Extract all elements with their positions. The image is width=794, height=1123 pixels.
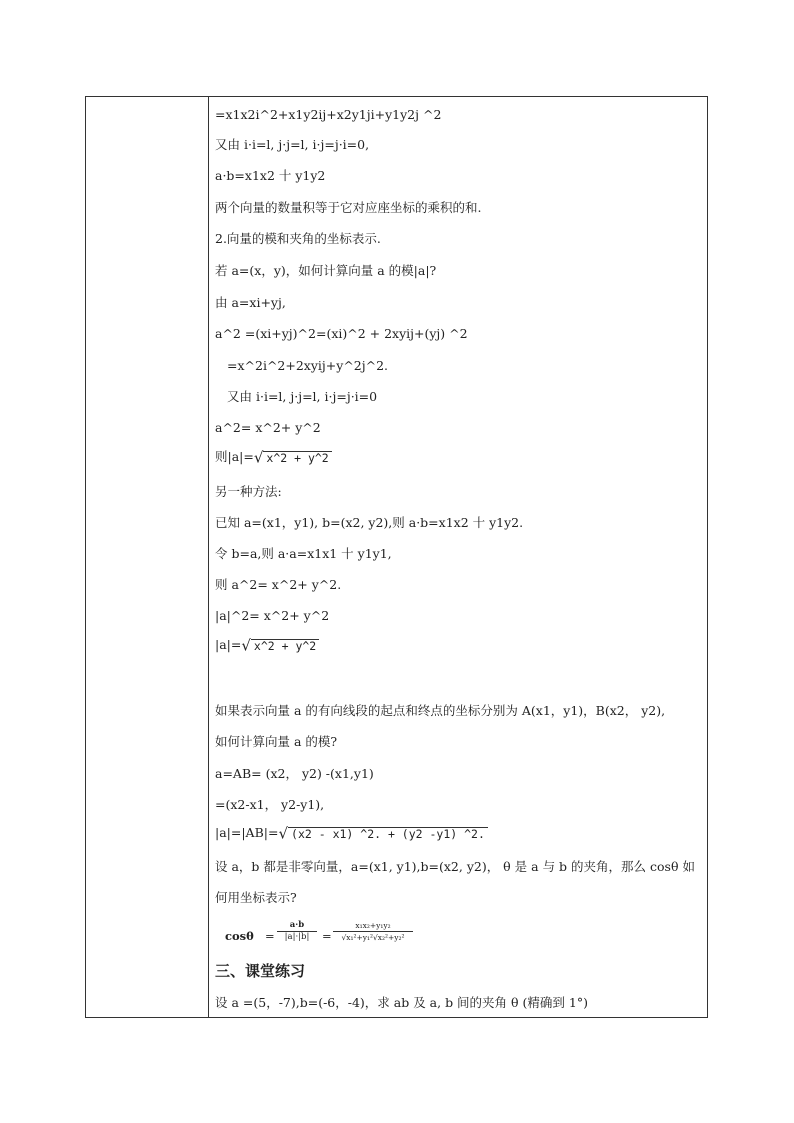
- text-line: a^2= x^2+ y^2: [215, 420, 321, 435]
- sqrt-line: [215, 637, 319, 654]
- radicand: x^2 + y^2: [263, 451, 331, 465]
- radical-sign: √: [241, 636, 251, 655]
- section-heading: 三、课堂练习: [215, 962, 306, 980]
- text-line: =x1x2i^2+x1y2ij+x2y1ji+y1y2j ^2: [215, 107, 442, 122]
- text-line: a^2 =(xi+yj)^2=(xi)^2 + 2xyij+(yj) ^2: [215, 326, 468, 341]
- formula-eq: =: [265, 929, 275, 943]
- text-line: 又由 i·i=l, j·j=l, i·j=j·i=0: [227, 389, 378, 404]
- text-line: 设 a，b 都是非零向量，a=(x1, y1),b=(x2, y2)， θ 是 a 与 b 的夹角，那么 cosθ 如: [215, 859, 695, 874]
- radicand: (x2 - x1) ^2. + (y2 -y1) ^2.: [288, 827, 488, 841]
- text-line: a=AB= (x2， y2) -(x1,y1): [215, 766, 374, 781]
- fraction-1-numerator: a·b: [289, 920, 305, 930]
- lesson-table: [85, 96, 708, 1018]
- text-line: |a|^2= x^2+ y^2: [215, 608, 330, 623]
- text-line: a·b=x1x2 十 y1y2: [215, 168, 326, 183]
- text-line: 由 a=xi+yj,: [215, 295, 286, 310]
- sqrt-line: [215, 825, 488, 842]
- column-divider: [208, 97, 209, 1017]
- text-line: =x^2i^2+2xyij+y^2j^2.: [227, 358, 389, 373]
- formula-eq: =: [322, 929, 332, 943]
- text-line: 则 a^2= x^2+ y^2.: [215, 577, 342, 592]
- fraction-2: [333, 920, 413, 943]
- sqrt-prefix: 则|a|=: [215, 449, 254, 464]
- fraction-1: [277, 920, 317, 943]
- radicand: x^2 + y^2: [251, 639, 319, 653]
- radical-sign: √: [253, 448, 264, 467]
- fraction-2-denominator: √x₁²+y₁²√x₂²+y₂²: [341, 933, 405, 942]
- text-line: 2.向量的模和夹角的坐标表示.: [215, 231, 381, 246]
- radical-sign: √: [278, 824, 289, 843]
- text-line: 令 b=a,则 a·a=x1x1 十 y1y1,: [215, 546, 392, 561]
- text-line: 若 a=(x，y)，如何计算向量 a 的模|a|?: [215, 263, 437, 278]
- text-line: 又由 i·i=l, j·j=l, i·j=j·i=0,: [215, 137, 370, 152]
- fraction-1-denominator: |a|·|b|: [284, 932, 310, 942]
- text-line: 如何计算向量 a 的模?: [215, 734, 338, 749]
- text-line: 另一种方法:: [215, 484, 282, 499]
- text-line: 两个向量的数量积等于它对应座坐标的乘积的和.: [215, 200, 482, 215]
- fraction-2-numerator: x₁x₂+y₁y₂: [355, 921, 391, 930]
- text-line: 何用坐标表示?: [215, 890, 297, 905]
- text-line: 如果表示向量 a 的有向线段的起点和终点的坐标分别为 A(x1，y1)，B(x2， y2),: [215, 703, 666, 718]
- text-line: 设 a =(5，-7),b=(-6，-4)，求 ab 及 a, b 间的夹角 θ (精确到 1°): [215, 995, 588, 1010]
- sqrt-prefix: |a|=: [215, 637, 242, 652]
- formula-lhs: cosθ: [225, 929, 254, 943]
- text-line: 已知 a=(x1，y1), b=(x2, y2),则 a·b=x1x2 十 y1y2.: [215, 515, 524, 530]
- text-line: =(x2-x1， y2-y1),: [215, 797, 325, 812]
- cosine-formula: [225, 920, 445, 954]
- sqrt-line: [215, 449, 332, 466]
- sqrt-prefix: |a|=|AB|=: [215, 825, 279, 840]
